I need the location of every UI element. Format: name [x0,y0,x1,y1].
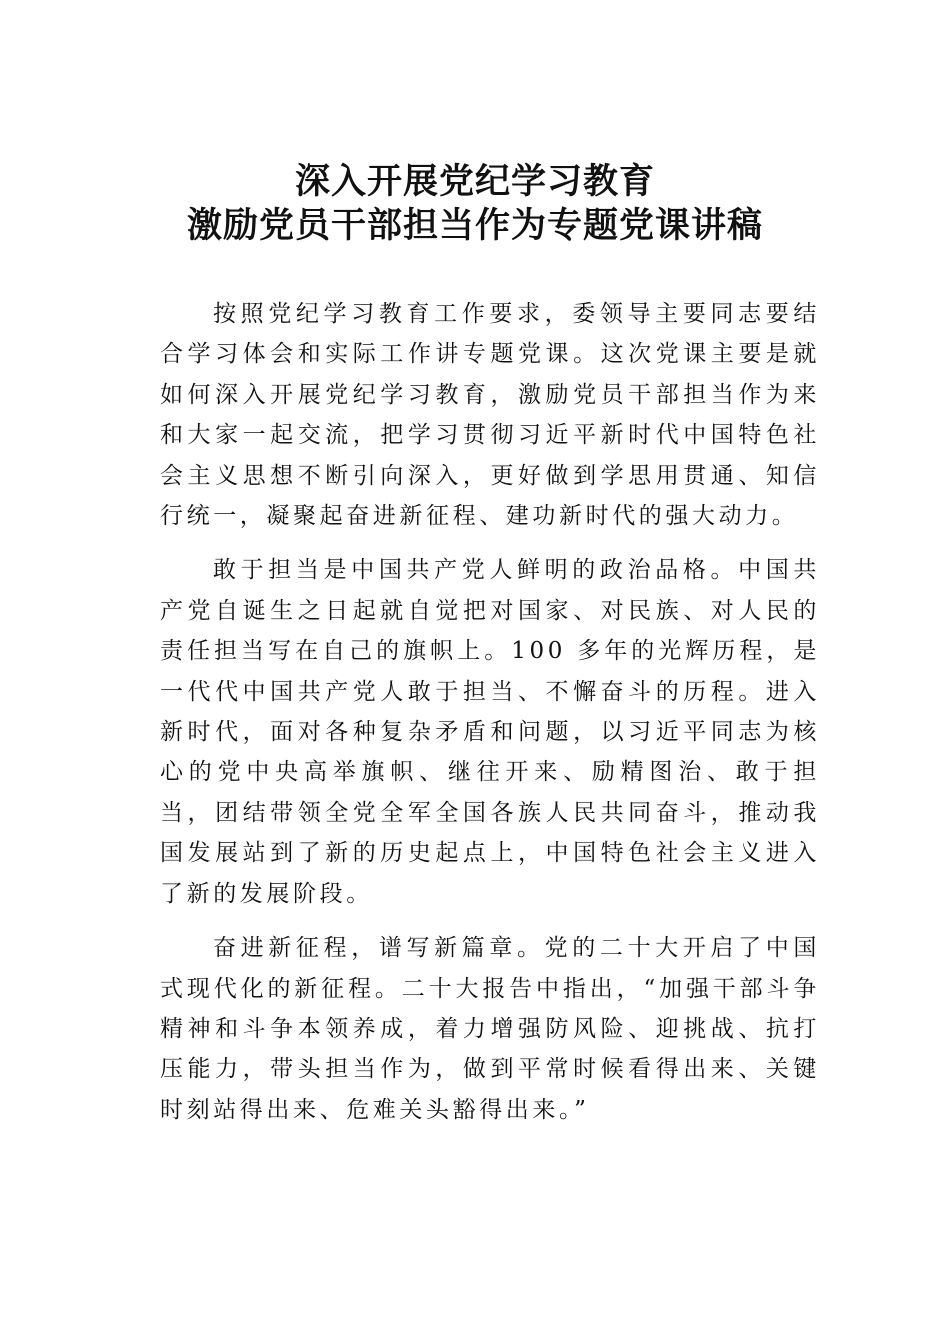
paragraph-2: 敢于担当是中国共产党人鲜明的政治品格。中国共产党自诞生之日起就自觉把对国家、对民族、对人民的责任担当写在自己的旗帜上。100 多年的光辉历程，是一代代中国共产党人敢于担当、不懈奋斗的历程。进入新时代，面对各种复杂矛盾和问题，以习近平同志为核心的党中央高举旗帜、继往开来、励精图治、敢于担当，团结带领全党全军全国各族人民共同奋斗，推动我国发展站到了新的历史起点上，中国特色社会主义进入了新的发展阶段。 [160,557,820,907]
paragraph-3: 奋进新征程，谱写新篇章。党的二十大开启了中国式现代化的新征程。二十大报告中指出，“加强干部斗争精神和斗争本领养成，着力增强防风险、迎挑战、抗打压能力，带头担当作为，做到平常时候看得出来、关键时刻站得出来、危难关头豁得出来。” [160,935,820,1123]
paragraph-1: 按照党纪学习教育工作要求，委领导主要同志要结合学习体会和实际工作讲专题党课。这次党课主要是就如何深入开展党纪学习教育，激励党员干部担当作为来和大家一起交流，把学习贯彻习近平新时代中国特色社会主义思想不断引向深入，更好做到学思用贯通、知信行统一，凝聚起奋进新征程、建功新时代的强大动力。 [160,301,820,530]
title-line-2: 激励党员干部担当作为专题党课讲稿 [186,206,763,246]
document-body [160,294,820,1144]
title-line-1: 深入开展党纪学习教育 [294,162,655,202]
document-title [0,160,950,248]
